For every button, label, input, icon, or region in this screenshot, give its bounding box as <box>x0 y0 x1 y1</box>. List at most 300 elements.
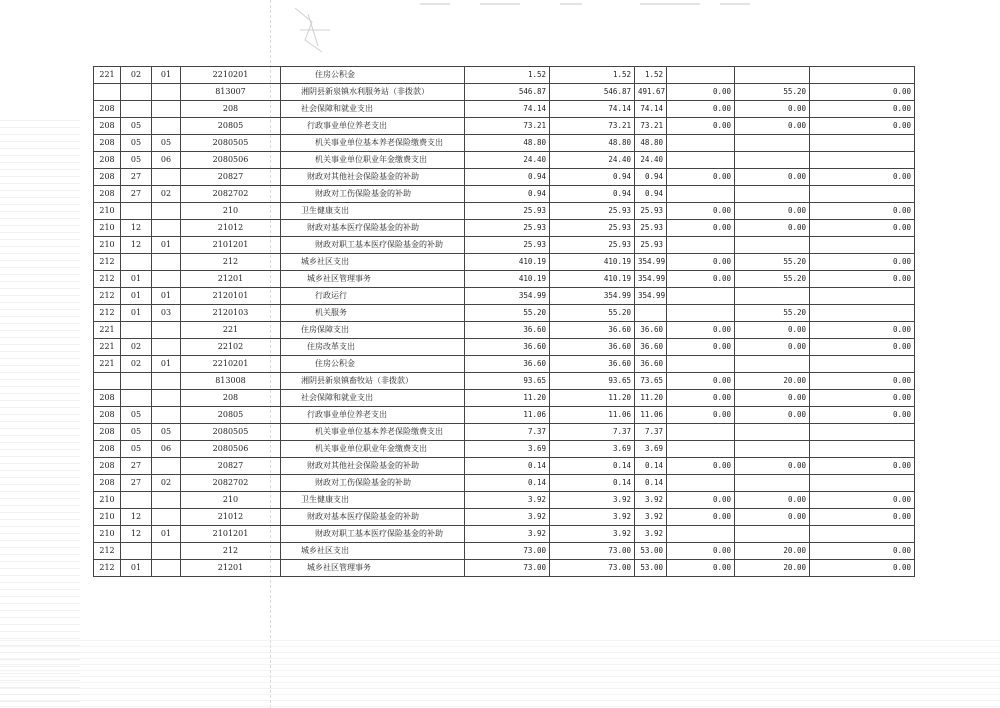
project-expense-cell <box>735 356 810 373</box>
basic-expense-cell: 36.60 <box>635 339 667 356</box>
class-code-cell: 208 <box>94 135 121 152</box>
class-code-cell: 208 <box>94 390 121 407</box>
item-code-cell <box>121 543 152 560</box>
col-4-cell: 0.00 <box>667 543 735 560</box>
project-expense-cell: 0.00 <box>735 509 810 526</box>
function-code-cell: 210 <box>181 203 281 220</box>
sub-item-code-cell <box>152 458 181 475</box>
total-cell: 410.19 <box>465 254 550 271</box>
project-expense-cell: 20.00 <box>735 373 810 390</box>
function-code-cell: 2210201 <box>181 67 281 84</box>
function-code-cell: 208 <box>181 101 281 118</box>
function-code-cell: 20827 <box>181 169 281 186</box>
subtotal-cell: 73.21 <box>550 118 635 135</box>
item-name-cell: 机关服务 <box>281 305 465 322</box>
table-row <box>94 271 915 288</box>
item-code-cell <box>121 254 152 271</box>
col-4-cell <box>667 526 735 543</box>
table-row <box>94 441 915 458</box>
basic-expense-cell: 354.99 <box>635 271 667 288</box>
subtotal-cell: 410.19 <box>550 271 635 288</box>
project-expense-cell <box>735 475 810 492</box>
subtotal-cell: 36.60 <box>550 339 635 356</box>
basic-expense-cell: 36.60 <box>635 356 667 373</box>
project-expense-cell: 0.00 <box>735 458 810 475</box>
item-name-cell: 湘阴县新泉镇畜牧站（非拨款） <box>281 373 465 390</box>
class-code-cell: 210 <box>94 526 121 543</box>
total-cell: 3.92 <box>465 492 550 509</box>
sub-item-code-cell <box>152 169 181 186</box>
project-expense-cell <box>735 186 810 203</box>
basic-expense-cell: 3.92 <box>635 509 667 526</box>
item-name-cell: 湘阴县新泉镇水利服务站（非拨款） <box>281 84 465 101</box>
class-code-cell: 208 <box>94 475 121 492</box>
function-code-cell: 221 <box>181 322 281 339</box>
table-row <box>94 101 915 118</box>
function-code-cell: 2080505 <box>181 424 281 441</box>
basic-expense-cell: 25.93 <box>635 203 667 220</box>
sub-item-code-cell: 03 <box>152 305 181 322</box>
total-cell: 36.60 <box>465 356 550 373</box>
project-expense-cell: 0.00 <box>735 339 810 356</box>
table-row <box>94 186 915 203</box>
subtotal-cell: 11.06 <box>550 407 635 424</box>
table-row <box>94 254 915 271</box>
project-expense-cell <box>735 288 810 305</box>
col-6-cell: 0.00 <box>810 220 915 237</box>
subtotal-cell: 36.60 <box>550 322 635 339</box>
col-6-cell <box>810 441 915 458</box>
function-code-cell: 20805 <box>181 407 281 424</box>
col-6-cell <box>810 135 915 152</box>
col-6-cell: 0.00 <box>810 169 915 186</box>
item-code-cell <box>121 322 152 339</box>
function-code-cell: 2082702 <box>181 186 281 203</box>
table-row <box>94 237 915 254</box>
total-cell: 7.37 <box>465 424 550 441</box>
item-name-cell: 住房改革支出 <box>281 339 465 356</box>
item-code-cell: 12 <box>121 509 152 526</box>
basic-expense-cell: 3.92 <box>635 492 667 509</box>
basic-expense-cell: 7.37 <box>635 424 667 441</box>
sub-item-code-cell <box>152 492 181 509</box>
table-row <box>94 407 915 424</box>
item-name-cell: 城乡社区管理事务 <box>281 271 465 288</box>
project-expense-cell: 0.00 <box>735 118 810 135</box>
function-code-cell: 813008 <box>181 373 281 390</box>
subtotal-cell: 25.93 <box>550 220 635 237</box>
col-4-cell <box>667 237 735 254</box>
class-code-cell: 210 <box>94 237 121 254</box>
basic-expense-cell: 53.00 <box>635 543 667 560</box>
class-code-cell <box>94 373 121 390</box>
item-name-cell: 机关事业单位职业年金缴费支出 <box>281 441 465 458</box>
project-expense-cell: 55.20 <box>735 271 810 288</box>
table-row <box>94 424 915 441</box>
class-code-cell: 208 <box>94 441 121 458</box>
class-code-cell: 208 <box>94 169 121 186</box>
col-6-cell <box>810 237 915 254</box>
item-name-cell: 行政运行 <box>281 288 465 305</box>
sub-item-code-cell <box>152 543 181 560</box>
basic-expense-cell: 73.21 <box>635 118 667 135</box>
col-4-cell <box>667 305 735 322</box>
class-code-cell <box>94 84 121 101</box>
item-code-cell <box>121 84 152 101</box>
item-name-cell: 卫生健康支出 <box>281 203 465 220</box>
total-cell: 11.20 <box>465 390 550 407</box>
budget-table <box>93 66 915 577</box>
table-row <box>94 84 915 101</box>
item-code-cell: 05 <box>121 118 152 135</box>
table-row <box>94 135 915 152</box>
class-code-cell: 208 <box>94 407 121 424</box>
total-cell: 3.69 <box>465 441 550 458</box>
class-code-cell: 212 <box>94 271 121 288</box>
total-cell: 73.21 <box>465 118 550 135</box>
class-code-cell: 208 <box>94 152 121 169</box>
basic-expense-cell: 74.14 <box>635 101 667 118</box>
sub-item-code-cell <box>152 118 181 135</box>
table-row <box>94 118 915 135</box>
table-row <box>94 67 915 84</box>
project-expense-cell <box>735 152 810 169</box>
col-4-cell <box>667 67 735 84</box>
basic-expense-cell: 3.69 <box>635 441 667 458</box>
class-code-cell: 212 <box>94 288 121 305</box>
item-code-cell: 12 <box>121 526 152 543</box>
basic-expense-cell: 0.94 <box>635 169 667 186</box>
basic-expense-cell: 73.65 <box>635 373 667 390</box>
col-6-cell: 0.00 <box>810 492 915 509</box>
sub-item-code-cell <box>152 390 181 407</box>
table-row <box>94 220 915 237</box>
col-4-cell: 0.00 <box>667 509 735 526</box>
col-6-cell: 0.00 <box>810 322 915 339</box>
total-cell: 25.93 <box>465 220 550 237</box>
item-code-cell <box>121 492 152 509</box>
col-4-cell: 0.00 <box>667 118 735 135</box>
scan-noise-left <box>0 120 80 708</box>
basic-expense-cell: 3.92 <box>635 526 667 543</box>
project-expense-cell: 0.00 <box>735 492 810 509</box>
project-expense-cell: 0.00 <box>735 322 810 339</box>
total-cell: 1.52 <box>465 67 550 84</box>
item-code-cell: 01 <box>121 305 152 322</box>
item-code-cell <box>121 373 152 390</box>
item-code-cell: 27 <box>121 475 152 492</box>
table-row <box>94 526 915 543</box>
table-row <box>94 169 915 186</box>
item-name-cell: 财政对其他社会保险基金的补助 <box>281 458 465 475</box>
col-6-cell: 0.00 <box>810 458 915 475</box>
col-4-cell: 0.00 <box>667 390 735 407</box>
total-cell: 0.94 <box>465 169 550 186</box>
col-6-cell: 0.00 <box>810 101 915 118</box>
col-4-cell: 0.00 <box>667 271 735 288</box>
sub-item-code-cell: 05 <box>152 135 181 152</box>
item-code-cell: 05 <box>121 407 152 424</box>
item-name-cell: 机关事业单位基本养老保险缴费支出 <box>281 135 465 152</box>
table-row <box>94 458 915 475</box>
subtotal-cell: 55.20 <box>550 305 635 322</box>
table-body <box>94 67 915 577</box>
col-4-cell <box>667 441 735 458</box>
class-code-cell: 212 <box>94 254 121 271</box>
class-code-cell: 210 <box>94 509 121 526</box>
basic-expense-cell: 25.93 <box>635 220 667 237</box>
col-6-cell <box>810 356 915 373</box>
item-code-cell: 05 <box>121 152 152 169</box>
table-row <box>94 203 915 220</box>
table-row <box>94 305 915 322</box>
item-name-cell: 社会保障和就业支出 <box>281 101 465 118</box>
sub-item-code-cell: 01 <box>152 288 181 305</box>
class-code-cell: 212 <box>94 305 121 322</box>
item-name-cell: 城乡社区管理事务 <box>281 560 465 577</box>
class-code-cell: 221 <box>94 356 121 373</box>
function-code-cell: 212 <box>181 543 281 560</box>
function-code-cell: 2210201 <box>181 356 281 373</box>
sub-item-code-cell <box>152 101 181 118</box>
table-row <box>94 288 915 305</box>
project-expense-cell: 55.20 <box>735 254 810 271</box>
class-code-cell: 212 <box>94 543 121 560</box>
col-6-cell: 0.00 <box>810 254 915 271</box>
item-name-cell: 城乡社区支出 <box>281 254 465 271</box>
table-row <box>94 475 915 492</box>
col-4-cell <box>667 152 735 169</box>
project-expense-cell: 0.00 <box>735 407 810 424</box>
subtotal-cell: 354.99 <box>550 288 635 305</box>
subtotal-cell: 1.52 <box>550 67 635 84</box>
sub-item-code-cell: 01 <box>152 356 181 373</box>
col-6-cell: 0.00 <box>810 543 915 560</box>
total-cell: 74.14 <box>465 101 550 118</box>
sub-item-code-cell: 02 <box>152 475 181 492</box>
subtotal-cell: 25.93 <box>550 237 635 254</box>
function-code-cell: 21012 <box>181 509 281 526</box>
subtotal-cell: 3.92 <box>550 509 635 526</box>
class-code-cell: 210 <box>94 220 121 237</box>
col-6-cell <box>810 305 915 322</box>
subtotal-cell: 7.37 <box>550 424 635 441</box>
col-4-cell: 0.00 <box>667 492 735 509</box>
item-name-cell: 住房公积金 <box>281 67 465 84</box>
function-code-cell: 20805 <box>181 118 281 135</box>
col-4-cell: 0.00 <box>667 407 735 424</box>
sub-item-code-cell <box>152 373 181 390</box>
subtotal-cell: 11.20 <box>550 390 635 407</box>
table-row <box>94 509 915 526</box>
project-expense-cell: 20.00 <box>735 560 810 577</box>
class-code-cell: 208 <box>94 424 121 441</box>
function-code-cell: 2101201 <box>181 526 281 543</box>
basic-expense-cell: 25.93 <box>635 237 667 254</box>
sub-item-code-cell <box>152 560 181 577</box>
item-name-cell: 住房保障支出 <box>281 322 465 339</box>
col-6-cell: 0.00 <box>810 509 915 526</box>
col-4-cell: 0.00 <box>667 373 735 390</box>
table-row <box>94 560 915 577</box>
item-code-cell: 12 <box>121 220 152 237</box>
col-6-cell: 0.00 <box>810 339 915 356</box>
item-code-cell: 02 <box>121 339 152 356</box>
basic-expense-cell: 0.14 <box>635 475 667 492</box>
function-code-cell: 21201 <box>181 271 281 288</box>
item-code-cell <box>121 101 152 118</box>
total-cell: 354.99 <box>465 288 550 305</box>
item-name-cell: 财政对其他社会保险基金的补助 <box>281 169 465 186</box>
item-name-cell: 住房公积金 <box>281 356 465 373</box>
col-4-cell <box>667 288 735 305</box>
col-4-cell <box>667 475 735 492</box>
class-code-cell: 208 <box>94 186 121 203</box>
item-code-cell: 27 <box>121 458 152 475</box>
subtotal-cell: 48.80 <box>550 135 635 152</box>
function-code-cell: 2082702 <box>181 475 281 492</box>
sub-item-code-cell: 02 <box>152 186 181 203</box>
basic-expense-cell: 1.52 <box>635 67 667 84</box>
function-code-cell: 2120103 <box>181 305 281 322</box>
class-code-cell: 221 <box>94 322 121 339</box>
project-expense-cell: 0.00 <box>735 220 810 237</box>
item-code-cell <box>121 390 152 407</box>
subtotal-cell: 3.92 <box>550 492 635 509</box>
basic-expense-cell: 48.80 <box>635 135 667 152</box>
basic-expense-cell: 491.67 <box>635 84 667 101</box>
item-code-cell: 02 <box>121 67 152 84</box>
sub-item-code-cell <box>152 339 181 356</box>
item-name-cell: 财政对职工基本医疗保险基金的补助 <box>281 237 465 254</box>
total-cell: 3.92 <box>465 509 550 526</box>
col-6-cell <box>810 67 915 84</box>
total-cell: 0.94 <box>465 186 550 203</box>
table-row <box>94 543 915 560</box>
total-cell: 73.00 <box>465 560 550 577</box>
col-4-cell: 0.00 <box>667 560 735 577</box>
sub-item-code-cell: 01 <box>152 67 181 84</box>
subtotal-cell: 24.40 <box>550 152 635 169</box>
total-cell: 410.19 <box>465 271 550 288</box>
total-cell: 24.40 <box>465 152 550 169</box>
basic-expense-cell: 53.00 <box>635 560 667 577</box>
project-expense-cell <box>735 526 810 543</box>
subtotal-cell: 73.00 <box>550 560 635 577</box>
sub-item-code-cell <box>152 509 181 526</box>
col-4-cell: 0.00 <box>667 339 735 356</box>
col-6-cell: 0.00 <box>810 203 915 220</box>
function-code-cell: 21012 <box>181 220 281 237</box>
subtotal-cell: 546.87 <box>550 84 635 101</box>
item-name-cell: 财政对工伤保险基金的补助 <box>281 186 465 203</box>
project-expense-cell: 55.20 <box>735 84 810 101</box>
total-cell: 546.87 <box>465 84 550 101</box>
project-expense-cell <box>735 67 810 84</box>
table-row <box>94 322 915 339</box>
total-cell: 3.92 <box>465 526 550 543</box>
col-6-cell <box>810 152 915 169</box>
col-4-cell: 0.00 <box>667 203 735 220</box>
item-code-cell: 01 <box>121 560 152 577</box>
project-expense-cell: 55.20 <box>735 305 810 322</box>
col-6-cell <box>810 424 915 441</box>
item-code-cell: 05 <box>121 135 152 152</box>
item-code-cell: 01 <box>121 271 152 288</box>
sub-item-code-cell: 05 <box>152 424 181 441</box>
scan-noise <box>0 0 1000 60</box>
subtotal-cell: 0.94 <box>550 169 635 186</box>
col-6-cell: 0.00 <box>810 390 915 407</box>
item-code-cell: 05 <box>121 441 152 458</box>
col-4-cell <box>667 356 735 373</box>
table-row <box>94 152 915 169</box>
class-code-cell: 208 <box>94 101 121 118</box>
sub-item-code-cell: 01 <box>152 526 181 543</box>
item-name-cell: 卫生健康支出 <box>281 492 465 509</box>
subtotal-cell: 0.14 <box>550 475 635 492</box>
col-6-cell: 0.00 <box>810 373 915 390</box>
col-4-cell: 0.00 <box>667 169 735 186</box>
col-4-cell <box>667 424 735 441</box>
class-code-cell: 221 <box>94 67 121 84</box>
item-code-cell: 27 <box>121 186 152 203</box>
item-name-cell: 行政事业单位养老支出 <box>281 118 465 135</box>
subtotal-cell: 0.14 <box>550 458 635 475</box>
class-code-cell: 210 <box>94 203 121 220</box>
class-code-cell: 208 <box>94 118 121 135</box>
scan-noise-bottom <box>0 640 1000 708</box>
item-name-cell: 机关事业单位基本养老保险缴费支出 <box>281 424 465 441</box>
total-cell: 11.06 <box>465 407 550 424</box>
col-4-cell: 0.00 <box>667 254 735 271</box>
table-row <box>94 390 915 407</box>
basic-expense-cell: 11.06 <box>635 407 667 424</box>
col-6-cell <box>810 475 915 492</box>
item-code-cell: 01 <box>121 288 152 305</box>
total-cell: 0.14 <box>465 475 550 492</box>
basic-expense-cell: 0.94 <box>635 186 667 203</box>
function-code-cell: 2080506 <box>181 441 281 458</box>
col-6-cell: 0.00 <box>810 84 915 101</box>
basic-expense-cell: 36.60 <box>635 322 667 339</box>
function-code-cell: 22102 <box>181 339 281 356</box>
table-row <box>94 356 915 373</box>
total-cell: 48.80 <box>465 135 550 152</box>
col-6-cell: 0.00 <box>810 271 915 288</box>
sub-item-code-cell: 01 <box>152 237 181 254</box>
subtotal-cell: 93.65 <box>550 373 635 390</box>
project-expense-cell <box>735 135 810 152</box>
item-name-cell: 财政对职工基本医疗保险基金的补助 <box>281 526 465 543</box>
item-code-cell: 27 <box>121 169 152 186</box>
subtotal-cell: 36.60 <box>550 356 635 373</box>
total-cell: 93.65 <box>465 373 550 390</box>
item-code-cell: 02 <box>121 356 152 373</box>
basic-expense-cell: 0.14 <box>635 458 667 475</box>
table-row <box>94 373 915 390</box>
subtotal-cell: 73.00 <box>550 543 635 560</box>
col-4-cell: 0.00 <box>667 101 735 118</box>
function-code-cell: 2080506 <box>181 152 281 169</box>
project-expense-cell: 0.00 <box>735 203 810 220</box>
function-code-cell: 2101201 <box>181 237 281 254</box>
project-expense-cell: 0.00 <box>735 390 810 407</box>
total-cell: 36.60 <box>465 322 550 339</box>
project-expense-cell: 20.00 <box>735 543 810 560</box>
sub-item-code-cell <box>152 84 181 101</box>
item-name-cell: 社会保障和就业支出 <box>281 390 465 407</box>
